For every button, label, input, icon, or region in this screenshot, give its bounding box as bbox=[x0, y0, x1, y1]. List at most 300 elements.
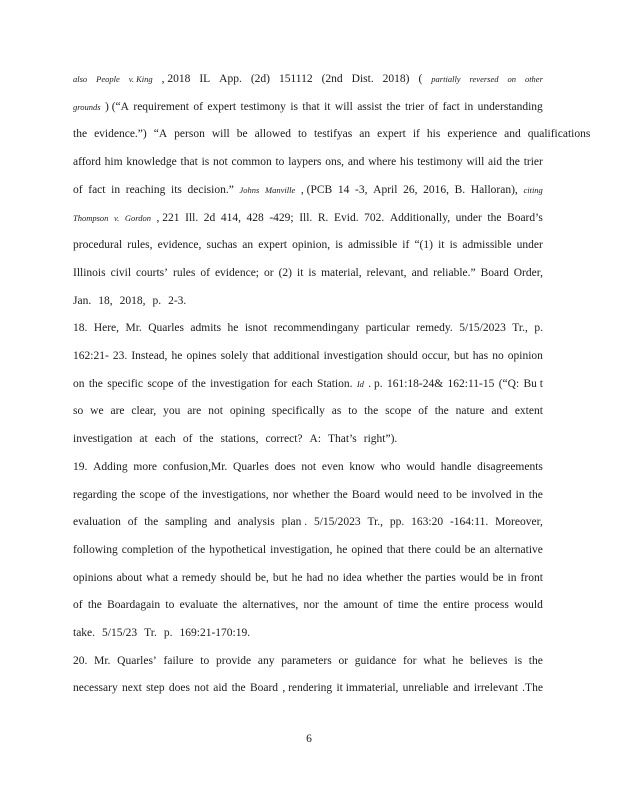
word: of bbox=[169, 488, 180, 501]
word: 20. bbox=[73, 654, 88, 667]
word: it bbox=[297, 266, 304, 279]
word: the bbox=[434, 405, 449, 418]
word: the bbox=[324, 599, 339, 612]
word: -164:11. bbox=[449, 516, 489, 529]
word: occur, bbox=[421, 350, 450, 362]
word: and bbox=[504, 128, 521, 141]
word: under bbox=[455, 211, 482, 224]
word: Tr., bbox=[367, 516, 384, 529]
word: alternatives, bbox=[242, 599, 299, 612]
word: is bbox=[449, 239, 458, 252]
word: 163:20 bbox=[411, 516, 444, 529]
word: is bbox=[335, 239, 343, 252]
word: front bbox=[520, 571, 543, 584]
word: of bbox=[177, 543, 188, 556]
italic-word: Id bbox=[356, 378, 364, 389]
word: to bbox=[297, 128, 307, 141]
word: testimony bbox=[240, 100, 286, 113]
word: 162:21- bbox=[73, 350, 109, 362]
word: in bbox=[515, 488, 525, 501]
word: it bbox=[438, 239, 445, 252]
word: aid bbox=[488, 156, 503, 169]
word: evaluate bbox=[179, 599, 218, 612]
word: , 2018 bbox=[161, 73, 191, 85]
word: completion bbox=[121, 543, 174, 556]
word: Instead, bbox=[131, 350, 168, 362]
word: under bbox=[516, 239, 543, 252]
word: rules bbox=[172, 266, 196, 279]
word: about bbox=[116, 571, 143, 584]
word: whether bbox=[292, 488, 330, 501]
word: the bbox=[333, 488, 348, 501]
text-line bbox=[73, 460, 543, 474]
word: requirement bbox=[133, 100, 189, 113]
word: ( bbox=[418, 73, 423, 85]
word: -3, bbox=[355, 183, 368, 196]
page-number: 6 bbox=[306, 733, 312, 745]
word: (2nd bbox=[321, 73, 343, 85]
word: the bbox=[423, 599, 438, 612]
word: qualifications bbox=[527, 128, 591, 141]
word: correct? bbox=[265, 433, 303, 446]
word: analysis bbox=[237, 516, 275, 529]
word: should bbox=[220, 571, 252, 584]
word: entire bbox=[442, 599, 470, 612]
italic-word: v. King bbox=[128, 74, 153, 84]
word: Evid. bbox=[333, 211, 359, 224]
italic-word: Johns bbox=[239, 184, 260, 195]
word: ons, bbox=[325, 156, 345, 169]
word: Ill. bbox=[299, 211, 313, 224]
word: the bbox=[73, 128, 88, 141]
word: could bbox=[435, 543, 461, 556]
word: nor bbox=[303, 599, 319, 612]
word: common bbox=[231, 156, 272, 169]
italic-word: Gordon bbox=[124, 212, 151, 223]
word: 428 bbox=[246, 211, 264, 224]
word: no bbox=[327, 571, 339, 584]
word: the bbox=[88, 377, 103, 390]
word: not bbox=[213, 156, 228, 169]
text-line bbox=[73, 100, 543, 114]
word: specific bbox=[107, 377, 143, 390]
word: Halloran), bbox=[470, 183, 518, 196]
word: is bbox=[290, 100, 298, 113]
word: testimony bbox=[417, 156, 463, 169]
word: and bbox=[411, 266, 429, 279]
word: are bbox=[110, 405, 125, 418]
word: it bbox=[324, 100, 331, 113]
word: relevant, bbox=[366, 266, 407, 279]
word: specifically bbox=[271, 405, 325, 418]
word: particular bbox=[365, 322, 410, 335]
word: he bbox=[227, 322, 239, 335]
word: Board bbox=[351, 488, 380, 501]
word: the bbox=[364, 405, 379, 418]
word: admits bbox=[190, 322, 222, 335]
word: Boardagain bbox=[107, 599, 161, 612]
word: R. bbox=[317, 211, 329, 224]
word: to bbox=[348, 405, 358, 418]
text-line bbox=[73, 571, 543, 585]
word: the bbox=[487, 211, 502, 224]
word: not bbox=[194, 682, 209, 695]
word: should bbox=[387, 350, 418, 362]
word: that bbox=[302, 100, 320, 113]
word: does bbox=[274, 460, 296, 473]
word: decision.” bbox=[187, 183, 234, 196]
word: of bbox=[418, 405, 428, 418]
word: believes bbox=[469, 654, 508, 667]
word: Ill. bbox=[185, 211, 199, 224]
word: pp. bbox=[389, 516, 405, 529]
word: 5/15/2023 bbox=[459, 322, 506, 335]
word: will bbox=[211, 128, 230, 141]
word: as bbox=[331, 405, 342, 418]
word: unreliable bbox=[402, 682, 449, 695]
word: he bbox=[452, 654, 464, 667]
text-line bbox=[73, 432, 543, 446]
word: necessary bbox=[73, 682, 118, 695]
word: investigation bbox=[210, 377, 270, 390]
word: is bbox=[514, 654, 523, 667]
italic-word: citing bbox=[523, 184, 543, 195]
word: 162:11-15 bbox=[447, 377, 495, 390]
word: expert bbox=[207, 100, 237, 113]
word: that bbox=[252, 350, 270, 362]
text-line bbox=[73, 377, 543, 391]
text-line bbox=[73, 266, 543, 280]
word: the bbox=[223, 599, 238, 612]
word: stations, bbox=[220, 433, 259, 446]
word: opines bbox=[186, 350, 217, 362]
word: remedy. bbox=[416, 322, 453, 335]
word: rules, bbox=[127, 239, 153, 252]
word: of bbox=[73, 183, 83, 196]
word: Order, bbox=[513, 266, 543, 279]
word: he bbox=[336, 543, 348, 556]
word: would bbox=[384, 488, 413, 501]
word: will bbox=[466, 156, 485, 169]
word: evaluation bbox=[73, 516, 121, 529]
word: evidence, bbox=[157, 239, 202, 252]
word: , (PCB bbox=[300, 183, 333, 196]
word: of bbox=[127, 516, 138, 529]
word: would bbox=[514, 599, 543, 612]
text-line bbox=[73, 72, 543, 86]
word: aid bbox=[213, 682, 228, 695]
word: he bbox=[171, 350, 183, 362]
word: any bbox=[257, 654, 275, 667]
word: in bbox=[464, 100, 474, 113]
word: the bbox=[386, 100, 401, 113]
word: , rendering bbox=[282, 682, 333, 695]
word: is bbox=[308, 266, 317, 279]
word: 14 bbox=[337, 183, 350, 196]
word: what bbox=[423, 654, 446, 667]
word: (2d) bbox=[250, 73, 270, 85]
italic-word: partially bbox=[431, 74, 461, 84]
word: so bbox=[73, 405, 84, 418]
word: Moreover, bbox=[495, 516, 543, 529]
word: opinion bbox=[507, 350, 543, 362]
text-line bbox=[73, 626, 543, 640]
word: knowledge bbox=[126, 156, 177, 169]
word: no bbox=[492, 350, 504, 362]
word: p. bbox=[163, 627, 173, 639]
word: assist bbox=[357, 100, 383, 113]
word: of bbox=[193, 100, 203, 113]
word: be bbox=[464, 543, 476, 556]
word: 18, bbox=[98, 294, 113, 307]
word: and bbox=[491, 405, 508, 418]
word: to bbox=[165, 599, 175, 612]
word: 2018) bbox=[382, 73, 410, 85]
word: if bbox=[412, 128, 420, 141]
word: admissible bbox=[462, 239, 512, 252]
text-line bbox=[73, 543, 543, 557]
word: each bbox=[291, 377, 313, 390]
word: each bbox=[154, 433, 176, 446]
word: had bbox=[306, 571, 324, 584]
word: Tr. bbox=[144, 627, 157, 639]
word: but bbox=[272, 571, 288, 584]
word: B. bbox=[454, 183, 466, 196]
word: its bbox=[171, 183, 182, 196]
word: opining bbox=[229, 405, 265, 418]
word: know bbox=[349, 460, 375, 473]
word: 23. bbox=[112, 350, 128, 362]
text-line bbox=[73, 183, 543, 197]
word: 19. bbox=[73, 460, 88, 473]
word: be bbox=[236, 128, 248, 141]
word: in bbox=[507, 571, 517, 584]
word: and bbox=[452, 682, 470, 695]
word: investigation, bbox=[270, 543, 333, 556]
word: the bbox=[87, 599, 102, 612]
word: if bbox=[402, 239, 410, 252]
word: the bbox=[199, 433, 214, 446]
word: person bbox=[174, 128, 205, 141]
word: right”). bbox=[363, 433, 398, 446]
word: who bbox=[380, 460, 401, 473]
word: irrelevant bbox=[473, 682, 518, 695]
word: Mr. bbox=[94, 654, 111, 667]
word: Board’s bbox=[507, 211, 543, 224]
word: extent bbox=[514, 405, 543, 418]
word: Board bbox=[480, 266, 509, 279]
word: the bbox=[144, 516, 159, 529]
word: (2) bbox=[278, 266, 293, 279]
word: step bbox=[146, 682, 165, 695]
word: to bbox=[275, 156, 285, 169]
word: next bbox=[121, 682, 142, 695]
word: of bbox=[428, 100, 439, 113]
italic-word: People bbox=[96, 74, 120, 84]
word: of bbox=[177, 377, 188, 390]
word: that bbox=[386, 543, 404, 556]
text-line bbox=[73, 654, 543, 668]
word: fact bbox=[88, 183, 106, 196]
word: you bbox=[163, 405, 181, 418]
text-line bbox=[73, 598, 543, 612]
word: admissible bbox=[347, 239, 398, 252]
word: more bbox=[133, 460, 158, 473]
italic-word: other bbox=[524, 74, 543, 84]
word: plan . bbox=[281, 516, 308, 529]
word: him bbox=[104, 156, 123, 169]
word: alternative bbox=[494, 543, 543, 556]
word: confusion,Mr. bbox=[162, 460, 228, 473]
word: courts’ bbox=[136, 266, 168, 279]
word: 161:18-24& bbox=[386, 377, 444, 390]
word: idea bbox=[342, 571, 362, 584]
word: Dist. bbox=[351, 73, 374, 85]
text-line bbox=[73, 681, 543, 695]
word: the bbox=[191, 377, 206, 390]
word: the bbox=[407, 571, 422, 584]
word: opined bbox=[351, 543, 383, 556]
word: what bbox=[146, 571, 169, 584]
word: the bbox=[183, 488, 198, 501]
word: disagreements bbox=[477, 460, 543, 473]
word: p. bbox=[152, 294, 162, 307]
text-line bbox=[73, 321, 543, 335]
word: would bbox=[406, 460, 435, 473]
word: does bbox=[168, 682, 190, 695]
word: Additionally, bbox=[389, 211, 451, 224]
word: scope bbox=[139, 488, 166, 501]
word: Quarles’ bbox=[117, 654, 157, 667]
text-line bbox=[73, 488, 543, 502]
word: in bbox=[111, 183, 121, 196]
word: his bbox=[426, 128, 441, 141]
word: , 221 bbox=[156, 211, 180, 224]
word: “A bbox=[153, 128, 168, 141]
word: opinion, bbox=[292, 239, 331, 252]
word: we bbox=[90, 405, 104, 418]
word: fact bbox=[442, 100, 460, 113]
word: an bbox=[479, 543, 491, 556]
italic-word: on bbox=[507, 74, 516, 84]
word: Tr., bbox=[512, 322, 528, 335]
word: or bbox=[264, 266, 274, 279]
word: following bbox=[73, 543, 118, 556]
word: 2-3. bbox=[168, 294, 187, 307]
word: of bbox=[383, 599, 393, 612]
word: allowed bbox=[254, 128, 291, 141]
word: expert bbox=[377, 128, 406, 141]
word: 169:21-170:19. bbox=[179, 627, 251, 639]
word: to bbox=[443, 488, 452, 501]
word: an bbox=[359, 128, 371, 141]
word: reliable.” bbox=[433, 266, 476, 279]
word: need bbox=[417, 488, 439, 501]
word: additional bbox=[273, 350, 320, 362]
word: are bbox=[187, 405, 202, 418]
text-line bbox=[73, 238, 543, 252]
word: Quarles bbox=[148, 322, 184, 335]
word: the bbox=[505, 156, 520, 169]
word: IL bbox=[199, 73, 211, 85]
word: Station. bbox=[317, 377, 353, 390]
italic-word: grounds bbox=[73, 101, 101, 112]
word: the bbox=[121, 488, 136, 501]
word: of bbox=[200, 266, 210, 279]
word: Board bbox=[249, 682, 279, 695]
word: the bbox=[528, 654, 543, 667]
word: 2016, bbox=[423, 183, 449, 196]
word: at bbox=[139, 433, 148, 446]
word: material, bbox=[321, 266, 362, 279]
word: there bbox=[407, 543, 431, 556]
word: testifyas bbox=[313, 128, 353, 141]
word: and bbox=[214, 516, 231, 529]
word: even bbox=[321, 460, 344, 473]
word: but bbox=[453, 350, 469, 362]
word: laypers bbox=[288, 156, 322, 169]
word: where bbox=[368, 156, 397, 169]
word: . p. bbox=[368, 377, 383, 390]
word: guidance bbox=[354, 654, 397, 667]
word: time bbox=[397, 599, 419, 612]
word: scope bbox=[147, 377, 174, 390]
word: April bbox=[373, 183, 398, 196]
word: trier bbox=[405, 100, 425, 113]
word: That’s bbox=[328, 433, 357, 446]
word: amount bbox=[343, 599, 378, 612]
word: investigation bbox=[73, 433, 133, 446]
word: not bbox=[208, 405, 223, 418]
word: provide bbox=[215, 654, 252, 667]
italic-word: Manville bbox=[265, 184, 296, 195]
text-line bbox=[73, 294, 543, 308]
text-line bbox=[73, 127, 591, 141]
word: scope bbox=[385, 405, 412, 418]
italic-word: reversed bbox=[469, 74, 499, 84]
text-line bbox=[73, 515, 543, 529]
word: nor bbox=[272, 488, 289, 501]
word: of bbox=[73, 599, 83, 612]
word: that bbox=[180, 156, 198, 169]
text-line bbox=[73, 349, 543, 363]
text-line bbox=[73, 404, 543, 418]
word: ) (“A bbox=[104, 100, 129, 113]
word: failure bbox=[163, 654, 194, 667]
word: suchas bbox=[206, 239, 238, 252]
word: reaching bbox=[125, 183, 166, 196]
word: nature bbox=[455, 405, 485, 418]
word: take. bbox=[73, 627, 96, 639]
word: 18. bbox=[73, 322, 88, 335]
italic-word: v. bbox=[114, 212, 120, 223]
word: App. bbox=[219, 73, 242, 85]
word: be bbox=[492, 571, 504, 584]
word: 5/15/23 bbox=[102, 627, 138, 639]
text-line bbox=[73, 155, 543, 169]
word: to bbox=[200, 654, 210, 667]
word: experience bbox=[447, 128, 498, 141]
word: the bbox=[231, 682, 246, 695]
word: parameters bbox=[281, 654, 332, 667]
word: Jan. bbox=[73, 294, 92, 307]
word: evidence.”) bbox=[94, 128, 147, 141]
word: recommendingany bbox=[273, 322, 360, 335]
word: 702. bbox=[364, 211, 385, 224]
word: or bbox=[338, 654, 349, 667]
word: “(1) bbox=[414, 239, 433, 252]
word: for bbox=[273, 377, 288, 390]
